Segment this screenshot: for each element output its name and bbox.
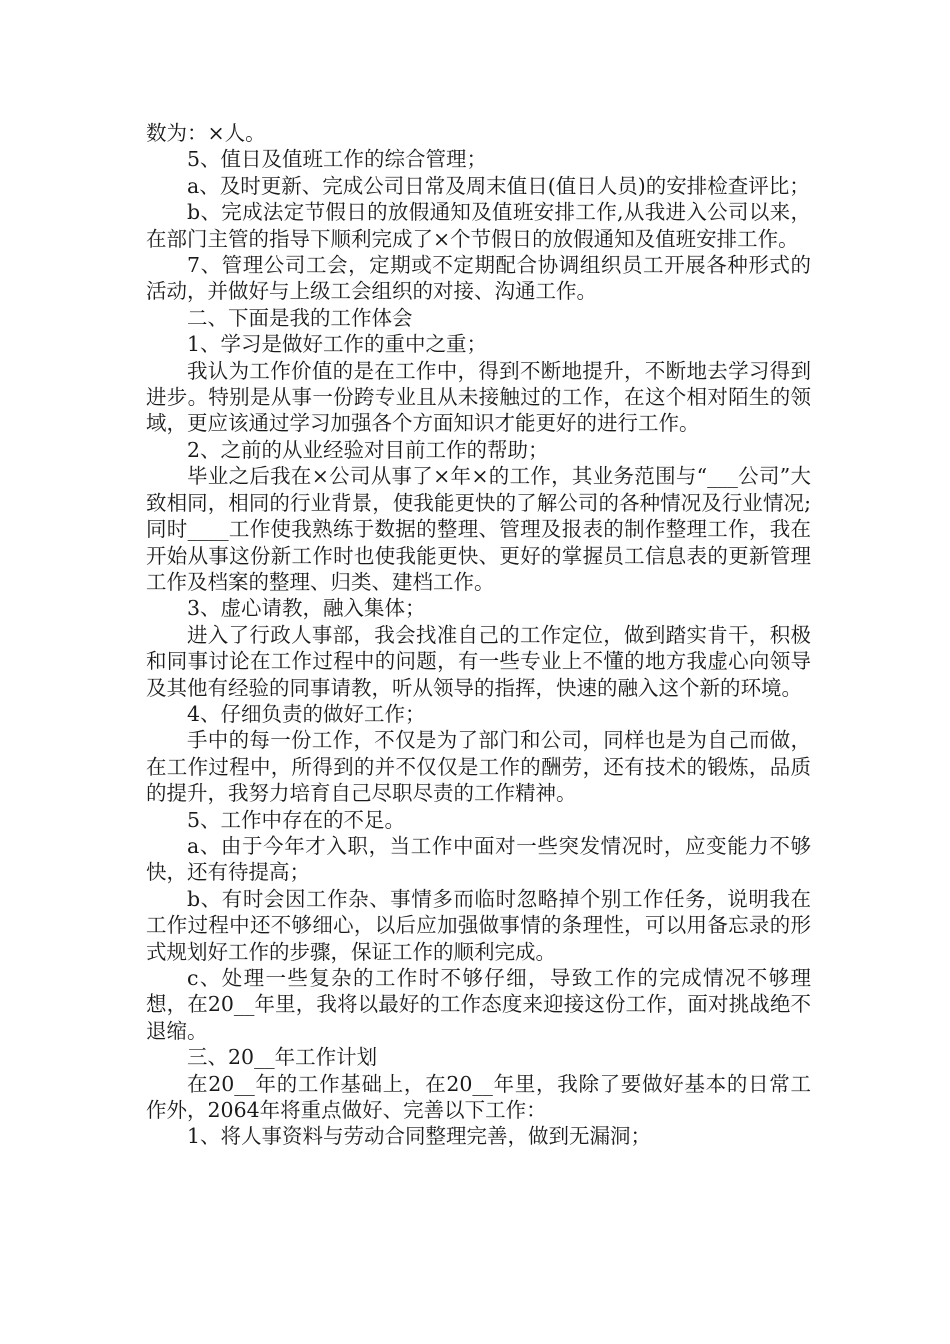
paragraph-prior-experience-body: 毕业之后我在×公司从事了×年×的工作，其业务范围与“___公司”大致相同，相同的行业背景，使我能更快的了解公司的各种情况及行业情况;同时____工作使我熟练于数据的整理、管理及报表的制作整理工作，我在开始从事这份新工作时也使我能更快、更好的掌握员工信息表的更新管理工作及档案的整理、归类、建档工作。 [146, 464, 811, 594]
section-heading-work-experience: 二、下面是我的工作体会 [187, 305, 413, 330]
section-heading-work-plan: 三、20__年工作计划 [187, 1045, 378, 1070]
paragraph-shortcoming-a: a、由于今年才入职，当工作中面对一些突发情况时，应变能力不够快，还有待提高； [146, 833, 811, 885]
paragraph-shortcoming-c: c、处理一些复杂的工作时不够仔细，导致工作的完成情况不够理想，在20__年里，我将以最好的工作态度来迎接这份工作，面对挑战绝不退缩。 [146, 966, 811, 1043]
paragraph-plan-item-1: 1、将人事资料与劳动合同整理完善，做到无漏洞； [187, 1124, 652, 1149]
paragraph-item-1-learning: 1、学习是做好工作的重中之重； [187, 332, 488, 357]
paragraph-item-4-responsible: 4、仔细负责的做好工作； [187, 701, 426, 726]
paragraph-work-plan-intro: 在20__年的工作基础上，在20__年里，我除了要做好基本的日常工作外，2064年将重点做好、完善以下工作： [146, 1071, 811, 1123]
paragraph-responsible-body: 手中的每一份工作，不仅是为了部门和公司，同样也是为自己而做，在工作过程中，所得到的并不仅仅是工作的酬劳，还有技术的锻炼，品质的提升，我努力培育自己尽职尽责的工作精神。 [146, 728, 811, 806]
paragraph-item-7-union: 7、管理公司工会，定期或不定期配合协调组织员工开展各种形式的活动，并做好与上级工会组织的对接、沟通工作。 [146, 253, 811, 304]
document-body [146, 120, 811, 1150]
paragraph-item-5-shortcomings: 5、工作中存在的不足。 [187, 807, 406, 832]
paragraph-item-a-duty-update: a、及时更新、完成公司日常及周末值日(值日人员)的安排检查评比； [187, 173, 810, 198]
paragraph-item-b-holiday-notice: b、完成法定节假日的放假通知及值班安排工作,从我进入公司以来，在部门主管的指导下顺利完成了×个节假日的放假通知及值班安排工作。 [146, 200, 811, 251]
paragraph-humble-body: 进入了行政人事部，我会找准自己的工作定位，做到踏实肯干，积极和同事讨论在工作过程中的问题，有一些专业上不懂的地方我虚心向领导及其他有经验的同事请教，听从领导的指挥，快速的融入这个新的环境。 [146, 622, 811, 700]
paragraph-learning-body: 我认为工作价值的是在工作中，得到不断地提升，不断地去学习得到进步。特别是从事一份跨专业且从未接触过的工作，在这个相对陌生的领域，更应该通过学习加强各个方面知识才能更好的进行工作。 [146, 358, 811, 436]
paragraph-item-3-humble: 3、虚心请教，融入集体； [187, 596, 426, 621]
paragraph-continuation: 数为：×人。 [146, 121, 266, 145]
paragraph-item-2-prior-experience: 2、之前的从业经验对目前工作的帮助； [187, 437, 549, 462]
paragraph-shortcoming-b: b、有时会因工作杂、事情多而临时忽略掉个别工作任务，说明我在工作过程中还不够细心，以后应加强做事情的条理性，可以用备忘录的形式规划好工作的步骤，保证工作的顺利完成。 [146, 886, 811, 964]
paragraph-item-5-duty-management: 5、值日及值班工作的综合管理； [187, 147, 488, 172]
